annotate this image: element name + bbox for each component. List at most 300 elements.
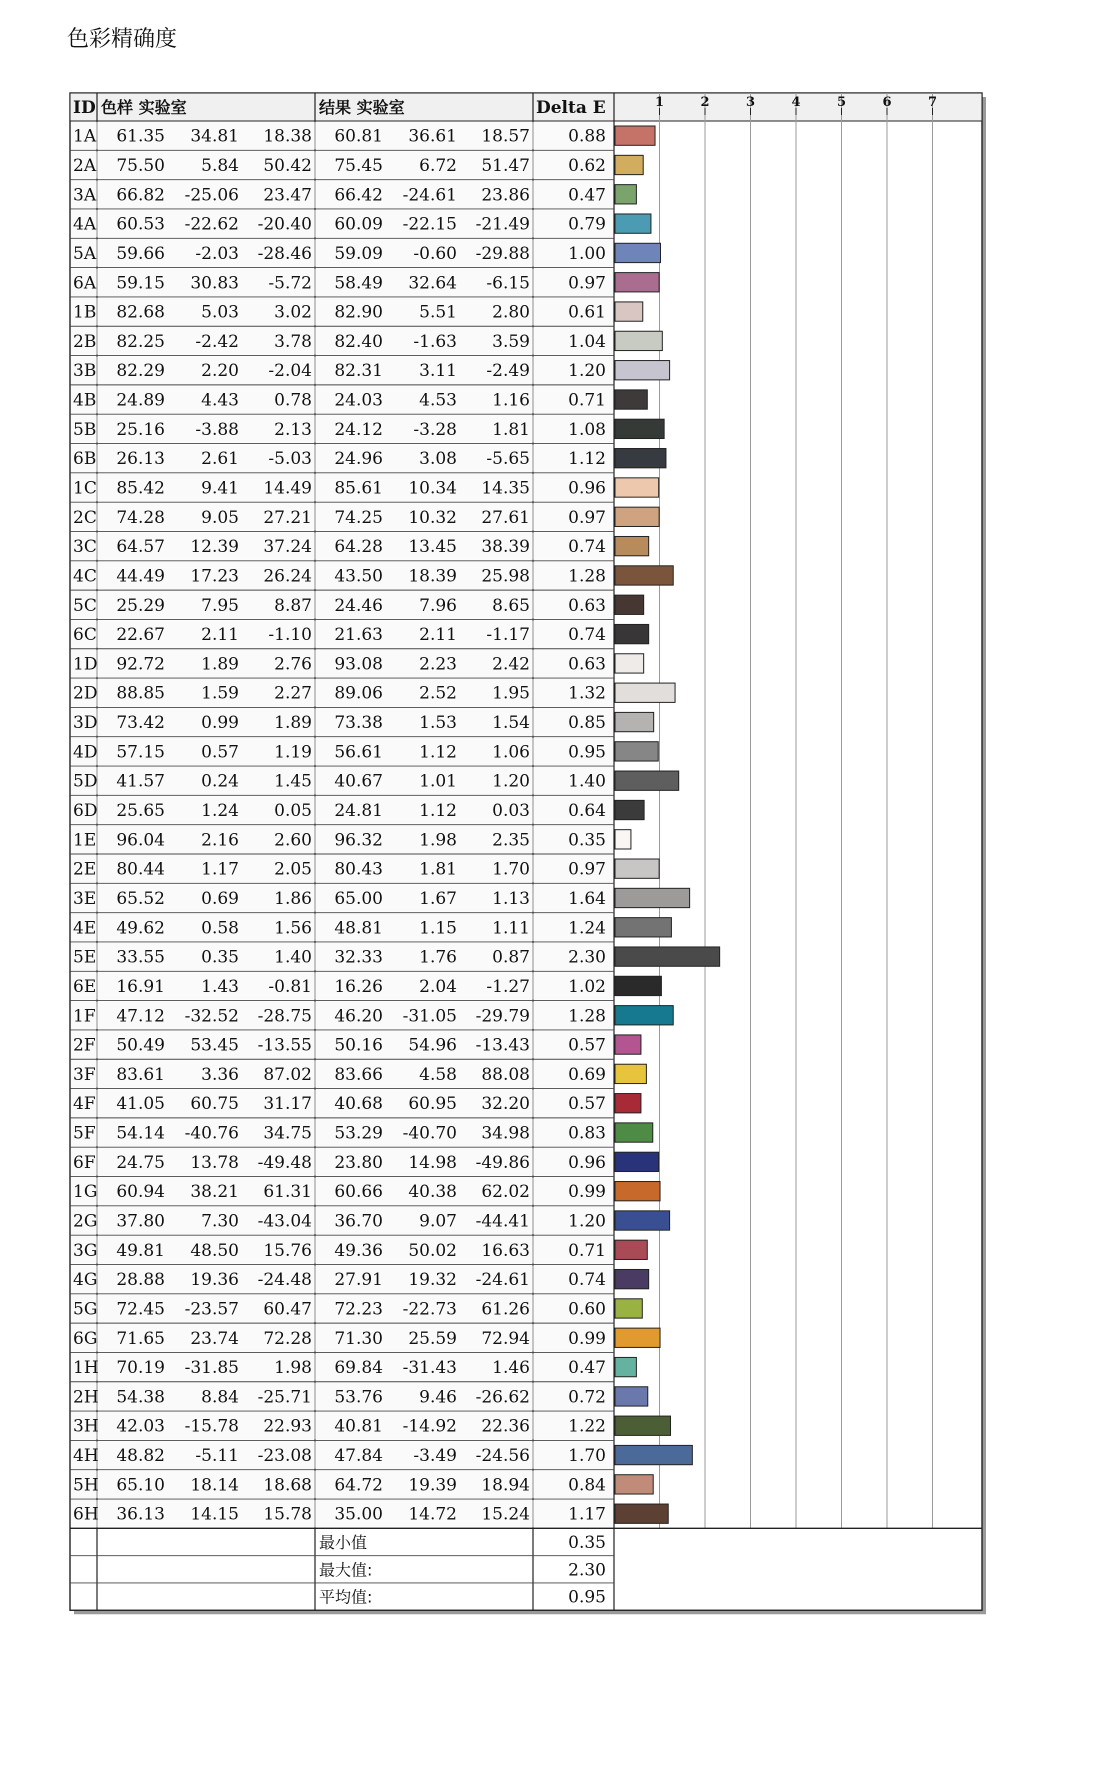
delta-e-value: 0.96 [568,1152,606,1173]
delta-e-value: 0.74 [568,537,606,558]
reference-value: 1.89 [201,654,239,675]
delta-e-value: 0.63 [568,595,606,616]
result-value: -5.65 [486,449,530,470]
row-id: 2H [73,1387,99,1408]
delta-e-value: 0.71 [568,1240,606,1261]
reference-value: 41.05 [116,1094,165,1115]
reference-value: 92.72 [116,654,165,675]
row-id: 4G [73,1270,98,1291]
row-id: 4A [73,214,97,235]
reference-value: -1.10 [268,625,312,646]
delta-e-bar [615,361,670,380]
result-value: 50.16 [334,1035,383,1056]
result-value: -40.70 [402,1123,457,1144]
delta-e-value: 0.60 [568,1299,606,1320]
delta-e-bar [615,449,666,468]
result-value: -24.61 [402,185,457,206]
reference-value: 70.19 [116,1358,165,1379]
delta-e-value: 1.28 [568,1006,606,1027]
delta-e-value: 1.28 [568,566,606,587]
reference-value: 48.82 [116,1446,165,1467]
reference-value: 73.42 [116,713,165,734]
reference-value: 96.04 [116,830,165,851]
result-value: -24.56 [475,1446,530,1467]
x-tick-label: 2 [700,95,710,110]
row-id: 4F [73,1094,96,1115]
reference-value: 1.40 [274,947,312,968]
result-value: 2.42 [492,654,530,675]
result-value: 71.30 [334,1328,383,1349]
reference-value: 1.19 [274,742,312,763]
row-id: 3C [73,537,97,558]
reference-value: 4.43 [201,390,239,411]
result-value: 1.12 [419,801,457,822]
result-value: 0.03 [492,801,530,822]
reference-value: 14.15 [190,1504,239,1525]
header-result: 结果 实验室 [319,98,405,117]
delta-e-value: 0.61 [568,302,606,323]
reference-value: 5.03 [201,302,239,323]
delta-e-bar [615,1152,659,1171]
delta-e-bar [615,478,659,497]
result-value: 38.39 [481,537,530,558]
result-value: 0.87 [492,947,530,968]
reference-value: 0.69 [201,888,239,909]
result-value: 24.46 [334,595,383,616]
result-value: 18.94 [481,1475,530,1496]
delta-e-value: 1.70 [568,1446,606,1467]
result-value: 85.61 [334,478,383,499]
delta-e-value: 0.74 [568,1270,606,1291]
reference-value: 22.93 [263,1416,312,1437]
result-value: 49.36 [334,1240,383,1261]
result-value: 40.38 [408,1182,457,1203]
row-id: 1C [73,478,97,499]
delta-e-value: 1.00 [568,243,606,264]
delta-e-bar [615,947,720,966]
result-value: -3.49 [413,1446,457,1467]
result-value: 1.20 [492,771,530,792]
result-value: 89.06 [334,683,383,704]
reference-value: 87.02 [263,1064,312,1085]
result-value: 72.94 [481,1328,530,1349]
result-value: 53.29 [334,1123,383,1144]
result-value: 60.66 [334,1182,383,1203]
reference-value: 7.95 [201,595,239,616]
result-value: 1.12 [419,742,457,763]
delta-e-bar [615,624,649,643]
delta-e-bar [615,302,643,321]
result-value: 13.45 [408,537,457,558]
reference-value: 1.45 [274,771,312,792]
delta-e-value: 1.08 [568,419,606,440]
result-value: 32.33 [334,947,383,968]
result-value: 16.26 [334,976,383,997]
result-value: 27.61 [481,507,530,528]
row-id: 3F [73,1064,96,1085]
reference-value: 0.35 [201,947,239,968]
result-value: 72.23 [334,1299,383,1320]
row-id: 5C [73,595,97,616]
reference-value: 13.78 [190,1152,239,1173]
delta-e-bar [615,331,662,350]
reference-value: -2.04 [268,361,312,382]
result-value: 1.13 [492,888,530,909]
result-value: 32.20 [481,1094,530,1115]
row-id: 2A [73,155,97,176]
reference-value: 54.38 [116,1387,165,1408]
header-reference: 色样 实验室 [101,98,187,117]
result-value: -3.28 [413,419,457,440]
result-value: 24.81 [334,801,383,822]
reference-value: 3.36 [201,1064,239,1085]
reference-value: 19.36 [190,1270,239,1291]
reference-value: 2.13 [274,419,312,440]
delta-e-bar [615,1357,636,1376]
reference-value: 82.68 [116,302,165,323]
row-id: 5D [73,771,98,792]
row-id: 3E [73,888,97,909]
result-value: 82.31 [334,361,383,382]
reference-value: 80.44 [116,859,165,880]
x-tick-label: 1 [654,95,665,110]
reference-value: -5.11 [195,1446,239,1467]
result-value: 24.96 [334,449,383,470]
delta-e-bar [615,1416,671,1435]
delta-e-bar [615,1269,649,1288]
result-value: 83.66 [334,1064,383,1085]
row-id: 1G [73,1182,98,1203]
reference-value: -43.04 [257,1211,312,1232]
delta-e-value: 0.85 [568,713,606,734]
result-value: 10.34 [408,478,457,499]
result-value: 36.61 [408,126,457,147]
result-value: -22.15 [402,214,457,235]
result-value: 54.96 [408,1035,457,1056]
reference-value: 2.61 [201,449,239,470]
x-tick-label: 7 [927,95,938,110]
result-value: 27.91 [334,1270,383,1291]
reference-value: 85.42 [116,478,165,499]
result-value: 24.03 [334,390,383,411]
delta-e-value: 0.57 [568,1094,606,1115]
result-value: 1.54 [492,713,530,734]
result-value: 53.76 [334,1387,383,1408]
row-id: 6G [73,1328,98,1349]
row-id: 2B [73,331,97,352]
x-tick-label: 3 [745,95,756,110]
reference-value: -3.88 [195,419,239,440]
reference-value: 82.29 [116,361,165,382]
result-value: 62.02 [481,1182,530,1203]
result-value: 3.59 [492,331,530,352]
result-value: -44.41 [475,1211,530,1232]
reference-value: 24.89 [116,390,165,411]
reference-value: 0.05 [274,801,312,822]
result-value: 2.80 [492,302,530,323]
result-value: -29.79 [475,1006,530,1027]
row-id: 1F [73,1006,96,1027]
result-value: 1.98 [419,830,457,851]
delta-e-bar [615,1299,642,1318]
row-id: 3B [73,361,97,382]
reference-value: 15.78 [263,1504,312,1525]
reference-value: 15.76 [263,1240,312,1261]
result-value: 19.32 [408,1270,457,1291]
reference-value: 25.65 [116,801,165,822]
delta-e-bar [615,536,649,555]
result-value: 1.70 [492,859,530,880]
reference-value: -28.75 [257,1006,312,1027]
result-value: 3.11 [419,361,457,382]
row-id: 4H [73,1446,99,1467]
row-id: 5F [73,1123,96,1144]
reference-value: 31.17 [263,1094,312,1115]
delta-e-bar [615,419,664,438]
delta-e-bar [615,830,631,849]
delta-e-value: 2.30 [568,947,606,968]
result-value: -14.92 [402,1416,457,1437]
result-value: 5.51 [419,302,457,323]
reference-value: 3.78 [274,331,312,352]
result-value: 40.81 [334,1416,383,1437]
reference-value: 54.14 [116,1123,165,1144]
delta-e-value: 1.20 [568,361,606,382]
row-id: 2F [73,1035,96,1056]
delta-e-bar [615,1006,673,1025]
reference-value: 7.30 [201,1211,239,1232]
page-title: 色彩精确度 [67,27,178,52]
reference-value: 28.88 [116,1270,165,1291]
delta-e-value: 1.02 [568,976,606,997]
reference-value: 18.68 [263,1475,312,1496]
row-id: 5E [73,947,97,968]
result-value: 10.32 [408,507,457,528]
delta-e-value: 0.79 [568,214,606,235]
reference-value: 71.65 [116,1328,165,1349]
result-value: 1.11 [492,918,530,939]
row-id: 1H [73,1358,99,1379]
delta-e-value: 0.62 [568,155,606,176]
result-value: 40.67 [334,771,383,792]
x-tick-label: 6 [882,95,892,110]
result-value: 61.26 [481,1299,530,1320]
delta-e-bar [615,1387,648,1406]
result-value: 16.63 [481,1240,530,1261]
delta-e-value: 0.47 [568,185,606,206]
result-value: 59.09 [334,243,383,264]
result-value: 2.04 [419,976,457,997]
reference-value: 0.78 [274,390,312,411]
reference-value: 16.91 [116,976,165,997]
reference-value: -25.06 [184,185,239,206]
reference-value: 9.41 [201,478,239,499]
result-value: 82.40 [334,331,383,352]
reference-value: 25.16 [116,419,165,440]
row-id: 2G [73,1211,98,1232]
summary-value: 0.35 [568,1533,606,1554]
row-id: 6E [73,976,97,997]
result-value: 23.80 [334,1152,383,1173]
reference-value: 48.50 [190,1240,239,1261]
reference-value: 57.15 [116,742,165,763]
delta-e-bar [615,155,643,174]
reference-value: 2.05 [274,859,312,880]
result-value: 93.08 [334,654,383,675]
delta-e-value: 1.24 [568,918,606,939]
result-value: 40.68 [334,1094,383,1115]
result-value: 1.16 [492,390,530,411]
delta-e-bar [615,888,690,907]
result-value: 36.70 [334,1211,383,1232]
result-value: -24.61 [475,1270,530,1291]
delta-e-value: 0.84 [568,1475,606,1496]
result-value: 1.53 [419,713,457,734]
reference-value: 8.87 [274,595,312,616]
delta-e-bar [615,214,651,233]
delta-e-value: 0.97 [568,273,606,294]
summary-label: 最小值 [319,1533,368,1553]
reference-value: -49.48 [257,1152,312,1173]
header-id: ID [73,98,96,118]
row-id: 1E [73,830,97,851]
reference-value: 2.76 [274,654,312,675]
delta-e-bar [615,126,655,145]
delta-e-value: 1.32 [568,683,606,704]
reference-value: 75.50 [116,155,165,176]
result-value: 96.32 [334,830,383,851]
row-id: 4C [73,566,97,587]
delta-e-bar [615,800,644,819]
reference-value: 1.43 [201,976,239,997]
reference-value: 22.67 [116,625,165,646]
row-id: 5H [73,1475,99,1496]
reference-value: 38.21 [190,1182,239,1203]
result-value: 1.46 [492,1358,530,1379]
reference-value: 37.24 [263,537,312,558]
result-value: 8.65 [492,595,530,616]
delta-e-value: 0.35 [568,830,606,851]
reference-value: 18.38 [263,126,312,147]
result-value: 25.98 [481,566,530,587]
summary-label: 平均值: [319,1587,373,1607]
result-value: 1.95 [492,683,530,704]
result-value: 60.95 [408,1094,457,1115]
reference-value: -20.40 [257,214,312,235]
reference-value: 64.57 [116,537,165,558]
delta-e-bar [615,243,661,262]
result-value: 56.61 [334,742,383,763]
reference-value: 72.45 [116,1299,165,1320]
delta-e-value: 0.71 [568,390,606,411]
row-id: 1B [73,302,97,323]
delta-e-bar [615,1328,660,1347]
delta-e-bar [615,976,661,995]
result-value: 25.59 [408,1328,457,1349]
reference-value: -23.08 [257,1446,312,1467]
result-value: 51.47 [481,155,530,176]
delta-e-value: 0.95 [568,742,606,763]
result-value: 22.36 [481,1416,530,1437]
result-value: 65.00 [334,888,383,909]
reference-value: 42.03 [116,1416,165,1437]
reference-value: 26.13 [116,449,165,470]
result-value: 48.81 [334,918,383,939]
reference-value: 60.53 [116,214,165,235]
reference-value: 1.59 [201,683,239,704]
result-value: 32.64 [408,273,457,294]
reference-value: 49.62 [116,918,165,939]
delta-e-bar [615,1035,641,1054]
reference-value: -2.03 [195,243,239,264]
result-value: 4.58 [419,1064,457,1085]
reference-value: 60.47 [263,1299,312,1320]
reference-value: 74.28 [116,507,165,528]
reference-value: 88.85 [116,683,165,704]
reference-value: 2.16 [201,830,239,851]
delta-e-bar [615,273,659,292]
reference-value: 44.49 [116,566,165,587]
delta-e-bar [615,1123,653,1142]
reference-value: 1.98 [274,1358,312,1379]
delta-e-value: 0.57 [568,1035,606,1056]
delta-e-value: 1.40 [568,771,606,792]
row-id: 1A [73,126,97,147]
row-id: 2D [73,683,98,704]
result-value: 21.63 [334,625,383,646]
reference-value: 26.24 [263,566,312,587]
reference-value: 41.57 [116,771,165,792]
reference-value: 66.82 [116,185,165,206]
reference-value: 65.10 [116,1475,165,1496]
reference-value: 61.31 [263,1182,312,1203]
reference-value: -23.57 [184,1299,239,1320]
result-value: 2.35 [492,830,530,851]
result-value: 66.42 [334,185,383,206]
result-value: 7.96 [419,595,457,616]
row-id: 4D [73,742,98,763]
reference-value: -24.48 [257,1270,312,1291]
delta-e-bar [615,683,675,702]
result-value: 69.84 [334,1358,383,1379]
reference-value: 37.80 [116,1211,165,1232]
reference-value: 3.02 [274,302,312,323]
result-value: 15.24 [481,1504,530,1525]
result-value: -1.17 [486,625,530,646]
reference-value: -32.52 [184,1006,239,1027]
result-value: 50.02 [408,1240,457,1261]
row-id: 2E [73,859,97,880]
reference-value: 61.35 [116,126,165,147]
result-value: 88.08 [481,1064,530,1085]
reference-value: 0.58 [201,918,239,939]
row-id: 4E [73,918,97,939]
reference-value: 1.56 [274,918,312,939]
result-value: 18.39 [408,566,457,587]
result-value: -49.86 [475,1152,530,1173]
reference-value: 1.86 [274,888,312,909]
result-value: -0.60 [413,243,457,264]
delta-e-value: 0.99 [568,1182,606,1203]
reference-value: 34.81 [190,126,239,147]
delta-e-bar [615,654,644,673]
row-id: 1D [73,654,98,675]
result-value: 18.57 [481,126,530,147]
reference-value: 72.28 [263,1328,312,1349]
delta-e-bar [615,1211,670,1230]
reference-value: 14.49 [263,478,312,499]
x-tick-label: 4 [791,95,801,110]
